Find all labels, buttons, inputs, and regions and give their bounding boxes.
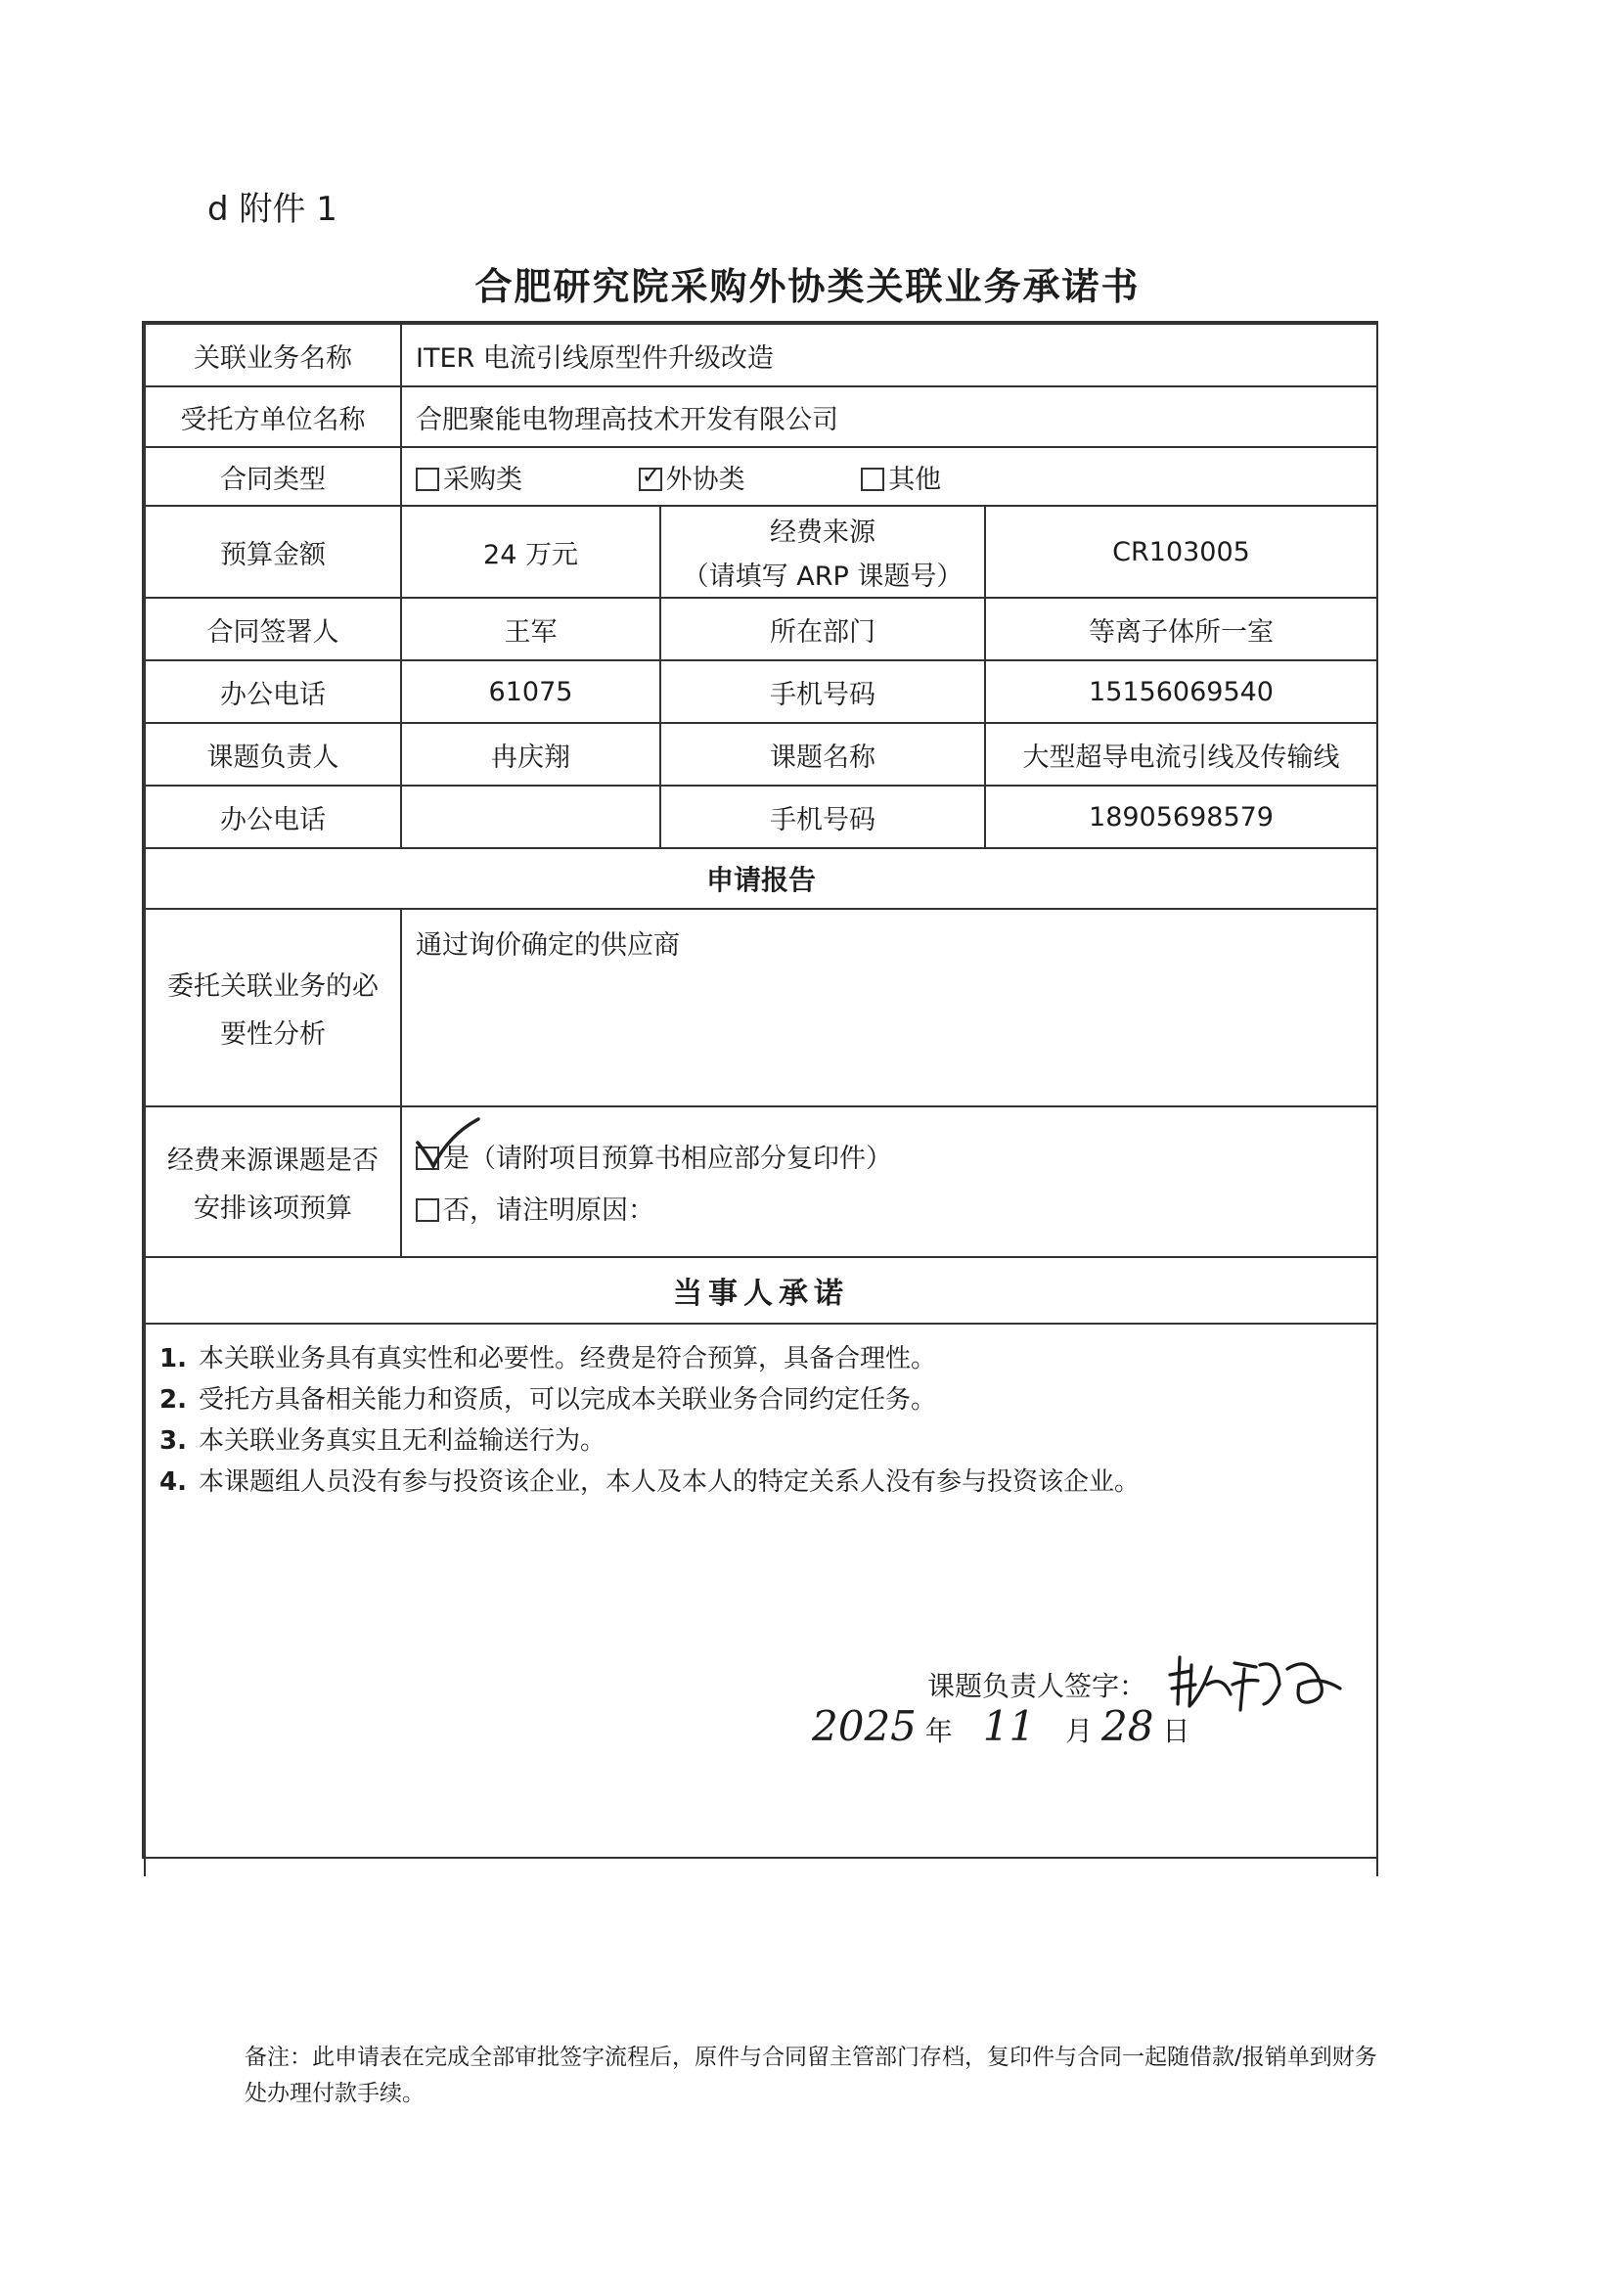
commitment-section-title: 当事人承诺 (145, 1257, 1377, 1324)
trustee-label: 受托方单位名称 (145, 386, 401, 447)
item-text: 本课题组人员没有参与投资该企业，本人及本人的特定关系人没有参与投资该企业。 (199, 1467, 1141, 1497)
fund-source-hint: （请填写 ARP 课题号） (682, 562, 964, 592)
fund-source-value: CR103005 (985, 506, 1377, 598)
office-phone-label: 办公电话 (145, 660, 401, 723)
option-outsourcing (639, 458, 745, 496)
no-option (416, 1189, 1370, 1227)
table-row (145, 723, 1377, 786)
mobile-value: 15156069540 (985, 660, 1377, 723)
month-unit: 月 (1065, 1715, 1094, 1747)
yes-option-label: 是（请附项目预算书相应部分复印件） (443, 1144, 892, 1174)
date-day: 28 (1101, 1702, 1154, 1750)
office-phone-value: 61075 (401, 660, 660, 723)
option-other-label: 其他 (888, 464, 942, 495)
list-item (159, 1462, 1370, 1503)
table-row (145, 1106, 1377, 1257)
option-purchase (416, 458, 522, 496)
outsourcing-checkbox[interactable] (639, 461, 662, 491)
form-frame (142, 321, 1378, 1859)
budget-value: 24 万元 (401, 506, 660, 598)
check-icon: ✓ (641, 461, 661, 489)
business-name-label: 关联业务名称 (145, 324, 401, 386)
list-item (159, 1379, 1370, 1420)
table-row (145, 598, 1377, 660)
form-table (144, 323, 1378, 1876)
table-row (145, 1324, 1377, 1876)
table-row (145, 1257, 1377, 1324)
item-text: 本关联业务真实且无利益输送行为。 (199, 1426, 606, 1456)
no-checkbox[interactable] (416, 1198, 439, 1222)
option-purchase-label: 采购类 (443, 464, 522, 495)
project-name-label: 课题名称 (660, 723, 985, 786)
table-row (145, 324, 1377, 386)
leader-office-phone-label: 办公电话 (145, 786, 401, 848)
budget-arranged-label-line2: 安排该项预算 (194, 1193, 352, 1224)
item-text: 本关联业务具有真实性和必要性。经费是符合预算，具备合理性。 (199, 1344, 937, 1373)
table-row (145, 909, 1377, 1106)
option-outsourcing-label: 外协类 (665, 464, 745, 495)
option-other (861, 458, 941, 496)
item-number: 4. (159, 1467, 187, 1497)
leader-mobile-value: 18905698579 (985, 786, 1377, 848)
date-year: 2025 (812, 1702, 917, 1750)
budget-arranged-label-line1: 经费来源课题是否 (167, 1146, 379, 1176)
fund-source-label: 经费来源 (770, 518, 875, 548)
handwritten-check-icon (414, 1115, 482, 1174)
day-unit: 日 (1162, 1715, 1190, 1747)
other-checkbox[interactable] (861, 468, 884, 491)
signer-value: 王军 (401, 598, 660, 660)
item-number: 2. (159, 1385, 187, 1415)
department-label: 所在部门 (660, 598, 985, 660)
fund-source-label-cell (660, 506, 985, 598)
necessity-label-line2: 要性分析 (220, 1019, 326, 1050)
project-name-value: 大型超导电流引线及传输线 (985, 723, 1377, 786)
contract-type-options (401, 447, 1377, 506)
signature-label: 课题负责人签字： (927, 1670, 1147, 1702)
yes-option (416, 1137, 1370, 1175)
project-leader-value: 冉庆翔 (401, 723, 660, 786)
handwritten-signature (1162, 1645, 1348, 1724)
leader-mobile-label: 手机号码 (660, 786, 985, 848)
necessity-label-line1: 委托关联业务的必 (167, 971, 379, 1002)
table-row (145, 660, 1377, 723)
no-option-label: 否，请注明原因： (443, 1195, 654, 1226)
attachment-label: d 附件 1 (207, 190, 337, 229)
mobile-label: 手机号码 (660, 660, 985, 723)
table-row (145, 786, 1377, 848)
table-row (145, 848, 1377, 909)
trustee-value: 合肥聚能电物理高技术开发有限公司 (401, 386, 1377, 447)
page-title: 合肥研究院采购外协类关联业务承诺书 (474, 265, 1141, 308)
department-value: 等离子体所一室 (985, 598, 1377, 660)
date-month: 11 (982, 1702, 1036, 1750)
item-number: 3. (159, 1426, 187, 1456)
budget-label: 预算金额 (145, 506, 401, 598)
commitment-content (145, 1324, 1377, 1876)
necessity-label-cell (145, 909, 401, 1106)
budget-arranged-options (401, 1106, 1377, 1257)
item-text: 受托方具备相关能力和资质，可以完成本关联业务合同约定任务。 (199, 1385, 937, 1415)
necessity-value: 通过询价确定的供应商 (401, 909, 1377, 1106)
year-unit: 年 (924, 1715, 953, 1747)
project-leader-label: 课题负责人 (145, 723, 401, 786)
budget-arranged-label-cell (145, 1106, 401, 1257)
table-row (145, 386, 1377, 447)
table-row (145, 447, 1377, 506)
signature-date (812, 1702, 1189, 1750)
leader-office-phone-value (401, 786, 660, 848)
item-number: 1. (159, 1344, 187, 1373)
list-item (159, 1420, 1370, 1462)
contract-type-label: 合同类型 (145, 447, 401, 506)
commitment-list (159, 1338, 1370, 1503)
purchase-checkbox[interactable] (416, 468, 439, 491)
signer-label: 合同签署人 (145, 598, 401, 660)
table-row (145, 506, 1377, 598)
list-item (159, 1338, 1370, 1379)
footer-note: 备注：此申请表在完成全部审批签字流程后，原件与合同留主管部门存档，复印件与合同一起随借款/报销单到财务处办理付款手续。 (245, 2045, 1377, 2106)
report-section-title: 申请报告 (145, 848, 1377, 909)
business-name-value: ITER 电流引线原型件升级改造 (401, 324, 1377, 386)
